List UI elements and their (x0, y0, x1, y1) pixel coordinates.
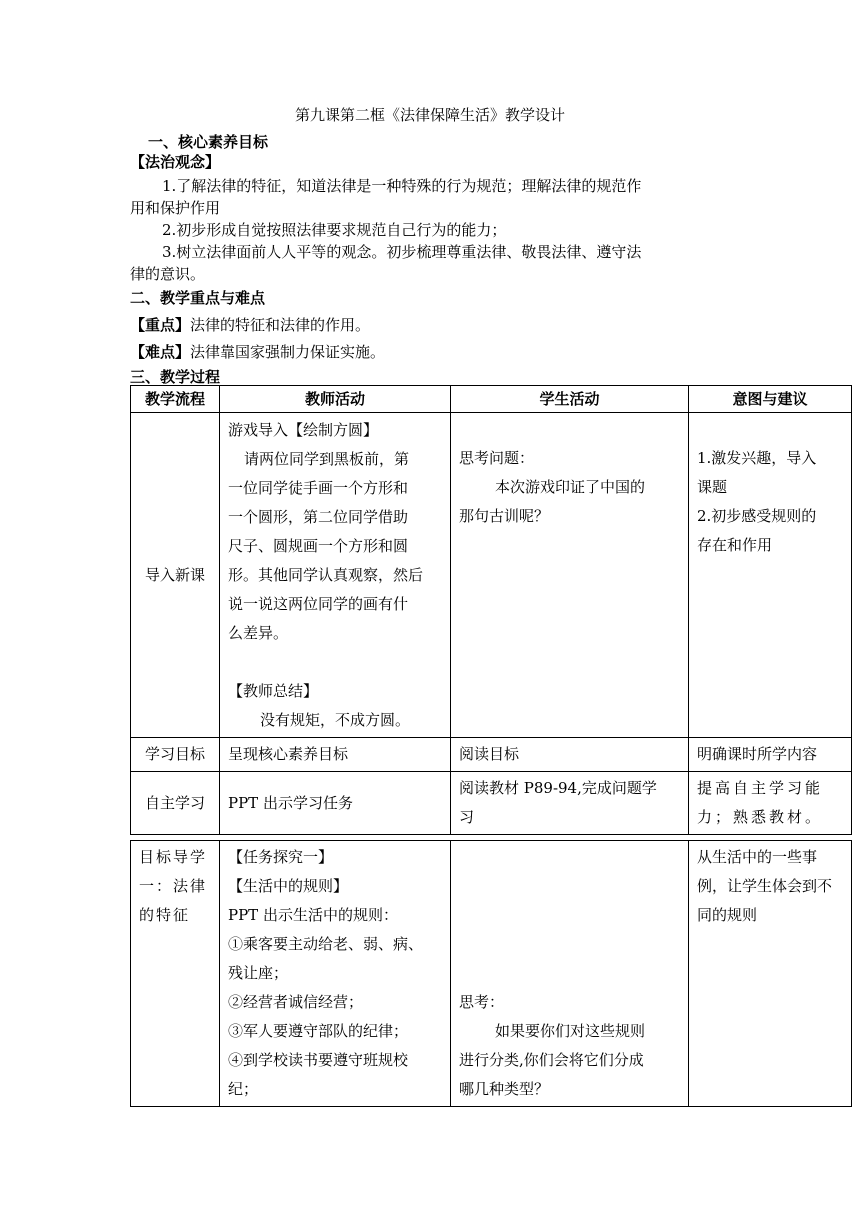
stage-line: 的特征 (139, 906, 191, 924)
intent-line: 课题 (697, 478, 728, 496)
student-line: 阅读教材 P89-94,完成问题学 (459, 779, 657, 797)
teacher-line (228, 648, 442, 677)
teacher-activity-cell: PPT 出示学习任务 (220, 772, 451, 835)
key-point (130, 313, 370, 337)
student-line: 进行分类,你们会将它们分成 (459, 1051, 644, 1069)
teacher-line: ③军人要遵守部队的纪律； (228, 1022, 409, 1040)
difficult-point (130, 340, 385, 364)
teacher-line: 尺子、圆规画一个方形和圆 (228, 537, 409, 555)
teacher-line: ①乘客要主动给老、弱、病、 (228, 935, 424, 953)
teacher-line: 么差异。 (228, 624, 289, 642)
intent-line: 从生活中的一些事 (697, 848, 818, 866)
student-activity-cell: 阅读目标 (451, 738, 689, 772)
teacher-line: PPT 出示生活中的规则： (228, 906, 398, 924)
intent-line: 2.初步感受规则的 (697, 507, 817, 525)
goal-guidance-table (130, 840, 852, 1107)
teacher-activity-cell: 呈现核心素养目标 (220, 738, 451, 772)
difficult-point-label: 【难点】 (130, 343, 191, 361)
intent-line: 存在和作用 (697, 536, 773, 554)
stage-line: 一：法律 (139, 877, 208, 895)
teacher-line: 【教师总结】 (228, 682, 319, 700)
stage-cell: 导入新课 (131, 413, 220, 738)
table-row (131, 841, 852, 1107)
teacher-line: 一位同学徒手画一个方形和 (228, 479, 409, 497)
student-activity-cell (451, 841, 689, 1107)
header-intent: 意图与建议 (689, 386, 852, 413)
section3-heading: 三、教学过程 (130, 368, 221, 386)
student-activity-cell (451, 772, 689, 835)
teacher-line: 游戏导入【绘制方圆】 (228, 421, 379, 439)
intent-cell: 明确课时所学内容 (689, 738, 852, 772)
objective-3-line2: 律的意识。 (130, 265, 206, 283)
teacher-line: 一个圆形，第二位同学借助 (228, 508, 409, 526)
teacher-line: 【生活中的规则】 (228, 877, 349, 895)
intent-line: 1.激发兴趣，导入 (697, 449, 817, 467)
intent-line: 力；熟悉教材。 (697, 808, 824, 826)
intent-line: 提高自主学习能 (697, 779, 824, 797)
table-row (131, 772, 852, 835)
teacher-line: 【任务探究一】 (228, 848, 334, 866)
header-student: 学生活动 (451, 386, 689, 413)
objective-1-line1: 1.了解法律的特征，知道法律是一种特殊的行为规范；理解法律的规范作 (162, 177, 642, 195)
table-row (131, 738, 852, 772)
intent-cell (689, 772, 852, 835)
stage-cell: 自主学习 (131, 772, 220, 835)
section1-subheading: 【法治观念】 (130, 153, 221, 171)
stage-cell: 学习目标 (131, 738, 220, 772)
teacher-line: 请两位同学到黑板前，第 (244, 450, 410, 468)
stage-line: 目标导学 (139, 848, 208, 866)
student-line: 思考： (459, 993, 505, 1011)
objective-3-line1: 3.树立法律面前人人平等的观念。初步梳理尊重法律、敬畏法律、遵守法 (162, 243, 642, 261)
page-title: 第九课第二框《法律保障生活》教学设计 (294, 106, 565, 124)
teacher-line: 形。其他同学认真观察，然后 (228, 566, 424, 584)
teacher-line: 残让座； (228, 964, 289, 982)
section2-heading: 二、教学重点与难点 (130, 289, 266, 307)
student-line: 习 (459, 808, 475, 826)
teacher-line: 纪； (228, 1080, 259, 1098)
teaching-process-table (130, 385, 852, 835)
objective-1-line2: 用和保护作用 (130, 199, 221, 217)
intent-cell (689, 841, 852, 1107)
intent-line: 例，让学生体会到不 (697, 877, 833, 895)
intent-cell (689, 413, 852, 738)
header-teacher: 教师活动 (220, 386, 451, 413)
table-header-row (131, 386, 852, 413)
teacher-line: ④到学校读书要遵守班规校 (228, 1051, 409, 1069)
teacher-activity-cell (220, 413, 451, 738)
teacher-line: ②经营者诚信经营； (228, 993, 364, 1011)
teacher-line: 说一说这两位同学的画有什 (228, 595, 409, 613)
student-line: 如果要你们对这些规则 (495, 1022, 646, 1040)
difficult-point-text: 法律靠国家强制力保证实施。 (190, 343, 386, 361)
intent-line: 同的规则 (697, 906, 758, 924)
student-line: 思考问题： (459, 449, 535, 467)
teacher-activity-cell (220, 841, 451, 1107)
key-point-text: 法律的特征和法律的作用。 (190, 316, 371, 334)
key-point-label: 【重点】 (130, 316, 191, 334)
student-activity-cell (451, 413, 689, 738)
table-row (131, 413, 852, 738)
student-line: 那句古训呢？ (459, 507, 550, 525)
stage-cell (131, 841, 220, 1107)
student-line: 本次游戏印证了中国的 (495, 478, 646, 496)
section1-heading: 一、核心素养目标 (148, 133, 269, 151)
student-line: 哪几种类型？ (459, 1080, 550, 1098)
header-stage: 教学流程 (131, 386, 220, 413)
teacher-line: 没有规矩，不成方圆。 (260, 711, 411, 729)
objective-2: 2.初步形成自觉按照法律要求规范自己行为的能力； (162, 221, 507, 239)
